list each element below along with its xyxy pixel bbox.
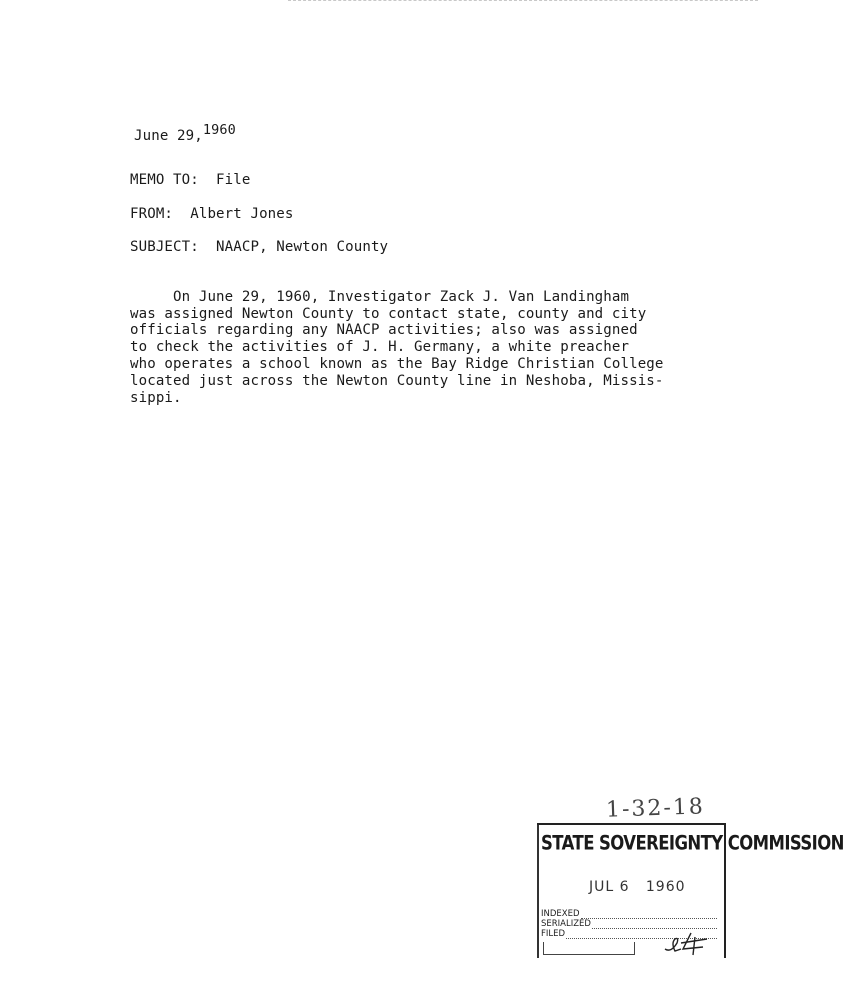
memo-date-year: 1960 bbox=[202, 122, 236, 138]
body-line: who operates a school known as the Bay Ridge Christian College bbox=[130, 355, 664, 372]
top-dashed-rule bbox=[288, 0, 758, 1]
stamp-serialized-label: SERIALIZED bbox=[541, 919, 591, 929]
memo-date bbox=[134, 122, 236, 145]
body-line: was assigned Newton County to contact state, county and city bbox=[130, 305, 647, 322]
memo-body bbox=[130, 272, 750, 423]
stamp-indexed-label: INDEXED bbox=[541, 909, 580, 919]
handwritten-initials-mark bbox=[661, 929, 711, 957]
body-line: officials regarding any NAACP activities; also was assigned bbox=[130, 322, 638, 339]
stamp-title: STATE SOVEREIGNTY COMMISSION bbox=[541, 832, 844, 855]
body-line: sippi. bbox=[130, 389, 182, 406]
stamp-indexed-line bbox=[541, 909, 717, 919]
stamp-serialized-line bbox=[541, 919, 717, 929]
handwritten-file-number: 1-32-18 bbox=[605, 794, 706, 823]
stamp-serialized-dots bbox=[592, 920, 717, 929]
from-line: FROM: Albert Jones bbox=[130, 206, 294, 222]
memo-to-line: MEMO TO: File bbox=[130, 172, 251, 188]
stamp-left-border bbox=[537, 825, 539, 958]
body-line: On June 29, 1960, Investigator Zack J. Van Landingham bbox=[130, 288, 630, 305]
stamp-filed-label: FILED bbox=[541, 929, 566, 939]
body-line: located just across the Newton County line in Neshoba, Missis- bbox=[130, 372, 664, 389]
memo-date-day: June 29, bbox=[134, 128, 203, 144]
stamp-bracket-box bbox=[543, 942, 635, 955]
stamp-date: JUL 6 1960 bbox=[589, 879, 686, 895]
subject-line: SUBJECT: NAACP, Newton County bbox=[130, 239, 389, 255]
body-line: to check the activities of J. H. Germany, a white preacher bbox=[130, 339, 630, 356]
stamp-indexed-dots bbox=[581, 910, 717, 919]
received-stamp bbox=[537, 823, 844, 958]
